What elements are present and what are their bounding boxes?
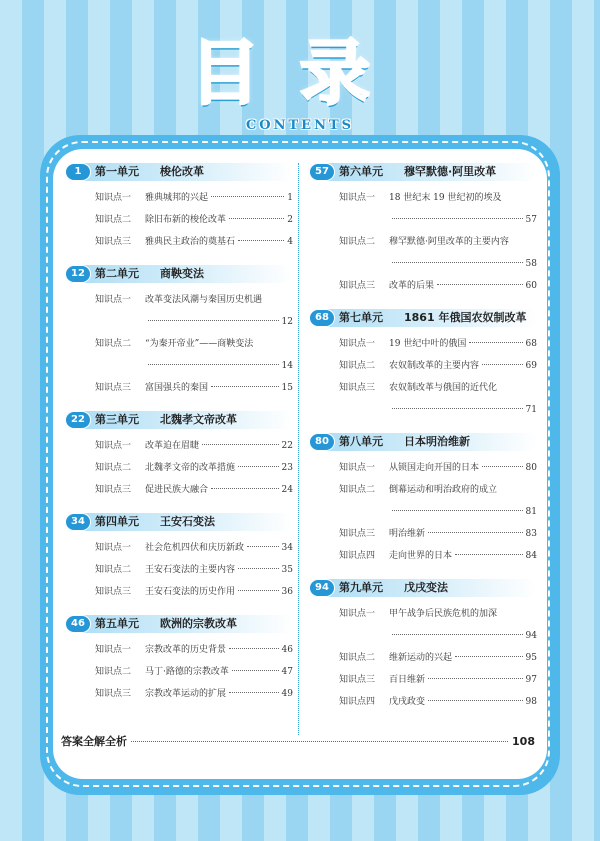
- toc-item[interactable]: [65, 209, 293, 231]
- toc-item-line: [339, 333, 537, 355]
- page-title: 目录: [190, 32, 410, 114]
- toc-item-text: 除旧布新的梭伦改革: [145, 215, 227, 225]
- toc-item-label: 知识点二: [95, 339, 132, 349]
- toc-item-label: 知识点一: [339, 339, 376, 349]
- toc-item-line: [339, 399, 537, 421]
- unit-title: 北魏孝文帝改革: [160, 413, 237, 426]
- toc-item-text: “为秦开帝业”——商鞅变法: [145, 339, 254, 349]
- toc-item-page: 83: [525, 529, 537, 539]
- toc-item-page: 97: [525, 675, 537, 685]
- toc-item[interactable]: [309, 479, 537, 523]
- unit-title: 日本明治维新: [404, 435, 470, 448]
- unit-page-badge: 34: [65, 513, 91, 531]
- unit-number: 第八单元: [339, 435, 383, 448]
- unit-header[interactable]: [309, 433, 537, 451]
- toc-item[interactable]: [65, 537, 293, 559]
- toc-unit: [65, 265, 293, 399]
- unit-title: 1861 年俄国农奴制改革: [404, 311, 527, 324]
- toc-item-label: 知识点三: [339, 529, 376, 539]
- leader-dots: [211, 386, 279, 387]
- toc-item[interactable]: [309, 523, 537, 545]
- toc-item[interactable]: [309, 457, 537, 479]
- toc-column-right: [309, 163, 537, 725]
- leader-dots: [148, 364, 279, 365]
- toc-item[interactable]: [309, 187, 537, 231]
- toc-item-page: 2: [287, 215, 293, 225]
- unit-header[interactable]: [65, 513, 293, 531]
- leader-dots: [229, 218, 284, 219]
- toc-item-line: [95, 377, 293, 399]
- toc-item-line: [339, 479, 537, 501]
- toc-item-line: [339, 603, 537, 625]
- toc-item-text: 农奴制改革与俄国的近代化: [389, 383, 498, 393]
- unit-header[interactable]: [65, 615, 293, 633]
- toc-item-label: 知识点三: [95, 587, 132, 597]
- toc-item-text: 宗教改革运动的扩展: [145, 689, 227, 699]
- toc-item-page: 15: [281, 383, 293, 393]
- toc-item-text: 促进民族大融合: [145, 485, 209, 495]
- toc-item-page: 95: [525, 653, 537, 663]
- toc-item-page: 57: [525, 215, 537, 225]
- toc-item-line: [95, 457, 293, 479]
- toc-item-text: 富国强兵的秦国: [145, 383, 209, 393]
- toc-item[interactable]: [309, 691, 537, 713]
- toc-item-page: 12: [281, 317, 293, 327]
- toc-item-line: [339, 253, 537, 275]
- leader-dots: [428, 678, 523, 679]
- leader-dots: [469, 342, 522, 343]
- toc-item[interactable]: [309, 333, 537, 355]
- toc-item[interactable]: [65, 231, 293, 253]
- toc-item-line: [339, 231, 537, 253]
- unit-title: 戊戌变法: [404, 581, 448, 594]
- toc-item-text: 戊戌政变: [389, 697, 426, 707]
- unit-header[interactable]: [65, 411, 293, 429]
- toc-item-label: 知识点三: [95, 237, 132, 247]
- unit-page-badge: 1: [65, 163, 91, 181]
- toc-item-page: 47: [281, 667, 293, 677]
- toc-item-line: [339, 457, 537, 479]
- toc-column-left: [65, 163, 293, 717]
- unit-page-badge: 46: [65, 615, 91, 633]
- toc-item-page: 69: [525, 361, 537, 371]
- toc-item-page: 49: [281, 689, 293, 699]
- leader-dots: [392, 510, 523, 511]
- toc-unit: [309, 163, 537, 297]
- toc-item[interactable]: [65, 639, 293, 661]
- toc-item-line: [95, 581, 293, 603]
- toc-item-page: 94: [525, 631, 537, 641]
- toc-item-label: 知识点二: [339, 237, 376, 247]
- toc-item-page: 46: [281, 645, 293, 655]
- leader-dots: [148, 320, 279, 321]
- toc-item-line: [95, 209, 293, 231]
- toc-item[interactable]: [309, 377, 537, 421]
- toc-item-line: [95, 435, 293, 457]
- toc-item-page: 14: [281, 361, 293, 371]
- toc-item-label: 知识点三: [339, 281, 376, 291]
- toc-item[interactable]: [65, 377, 293, 399]
- toc-item-label: 知识点二: [339, 485, 376, 495]
- toc-unit: [65, 163, 293, 253]
- leader-dots: [482, 466, 523, 467]
- toc-item-label: 知识点三: [95, 383, 132, 393]
- column-divider: [298, 163, 299, 735]
- toc-item-line: [95, 559, 293, 581]
- toc-item-page: 1: [287, 193, 293, 203]
- toc-item-label: 知识点二: [95, 215, 132, 225]
- toc-item-text: 19 世纪中叶的俄国: [389, 339, 467, 349]
- toc-item-line: [95, 333, 293, 355]
- toc-item[interactable]: [65, 661, 293, 683]
- toc-unit: [309, 309, 537, 421]
- toc-item-page: 24: [281, 485, 293, 495]
- toc-item-text: 雅典城邦的兴起: [145, 193, 209, 203]
- toc-item-page: 34: [281, 543, 293, 553]
- unit-number: 第七单元: [339, 311, 383, 324]
- leader-dots: [392, 634, 523, 635]
- toc-item-text: 走向世界的日本: [389, 551, 453, 561]
- toc-item-page: 23: [281, 463, 293, 473]
- toc-item-label: 知识点一: [95, 193, 132, 203]
- toc-item-label: 知识点二: [95, 463, 132, 473]
- toc-item-text: 宗教改革的历史背景: [145, 645, 227, 655]
- unit-title: 梭伦改革: [160, 165, 204, 178]
- toc-item-line: [339, 669, 537, 691]
- toc-item-label: 知识点二: [95, 565, 132, 575]
- unit-header[interactable]: [309, 163, 537, 181]
- toc-item-line: [339, 209, 537, 231]
- unit-page-badge: 57: [309, 163, 335, 181]
- toc-item-label: 知识点三: [95, 689, 132, 699]
- leader-dots: [232, 670, 279, 671]
- unit-header[interactable]: [65, 265, 293, 283]
- leader-dots: [392, 262, 523, 263]
- toc-item-line: [95, 661, 293, 683]
- toc-item[interactable]: [309, 275, 537, 297]
- toc-item[interactable]: [309, 545, 537, 567]
- toc-item-page: 22: [281, 441, 293, 451]
- toc-item-page: 58: [525, 259, 537, 269]
- toc-item-line: [95, 639, 293, 661]
- toc-item-text: 马丁·路德的宗教改革: [145, 667, 229, 677]
- toc-item-label: 知识点三: [339, 383, 376, 393]
- unit-title: 商鞅变法: [160, 267, 204, 280]
- toc-item-line: [95, 231, 293, 253]
- toc-item-label: 知识点一: [339, 609, 376, 619]
- toc-item[interactable]: [65, 289, 293, 333]
- unit-header[interactable]: [309, 579, 537, 597]
- unit-number: 第九单元: [339, 581, 383, 594]
- toc-item[interactable]: [309, 231, 537, 275]
- toc-item[interactable]: [309, 603, 537, 647]
- leader-dots: [238, 466, 279, 467]
- unit-number: 第四单元: [95, 515, 139, 528]
- unit-title: 穆罕默德·阿里改革: [404, 165, 497, 178]
- toc-item-text: 北魏孝文帝的改革措施: [145, 463, 236, 473]
- toc-item-page: 81: [525, 507, 537, 517]
- toc-item-label: 知识点四: [339, 551, 376, 561]
- toc-item-label: 知识点一: [339, 193, 376, 203]
- toc-item-text: 改革的后果: [389, 281, 435, 291]
- toc-item-line: [95, 311, 293, 333]
- toc-item-page: 68: [525, 339, 537, 349]
- toc-item[interactable]: [65, 559, 293, 581]
- contents-subtitle: CONTENTS: [245, 118, 355, 133]
- toc-item-page: 60: [525, 281, 537, 291]
- toc-unit: [65, 411, 293, 501]
- toc-item-text: 从锁国走向开国的日本: [389, 463, 480, 473]
- toc-item-line: [339, 545, 537, 567]
- leader-dots: [482, 364, 523, 365]
- toc-item-label: 知识点二: [339, 361, 376, 371]
- toc-item[interactable]: [309, 355, 537, 377]
- leader-dots: [211, 196, 284, 197]
- unit-number: 第六单元: [339, 165, 383, 178]
- toc-item-line: [339, 377, 537, 399]
- toc-unit: [309, 579, 537, 713]
- toc-item-text: 穆罕默德·阿里改革的主要内容: [389, 237, 509, 247]
- toc-unit: [309, 433, 537, 567]
- toc-item[interactable]: [309, 669, 537, 691]
- toc-item-text: 18 世纪末 19 世纪初的埃及: [389, 193, 502, 203]
- toc-item-label: 知识点一: [95, 645, 132, 655]
- leader-dots: [238, 568, 279, 569]
- toc-item-label: 知识点一: [339, 463, 376, 473]
- toc-item-label: 知识点一: [95, 295, 132, 305]
- toc-item[interactable]: [65, 333, 293, 377]
- leader-dots: [238, 590, 279, 591]
- toc-item-page: 98: [525, 697, 537, 707]
- toc-item-page: 84: [525, 551, 537, 561]
- leader-dots: [202, 444, 279, 445]
- toc-item-text: 改革迫在眉睫: [145, 441, 200, 451]
- toc-item-text: 百日维新: [389, 675, 426, 685]
- answer-key-label: 答案全解全析: [61, 735, 127, 748]
- leader-dots: [211, 488, 279, 489]
- toc-item-label: 知识点二: [339, 653, 376, 663]
- toc-panel: [53, 149, 547, 779]
- toc-item-text: 农奴制改革的主要内容: [389, 361, 480, 371]
- toc-item-line: [339, 647, 537, 669]
- unit-number: 第五单元: [95, 617, 139, 630]
- toc-item-text: 雅典民主政治的奠基石: [145, 237, 236, 247]
- unit-header[interactable]: [65, 163, 293, 181]
- toc-item-text: 王安石变法的主要内容: [145, 565, 236, 575]
- unit-number: 第一单元: [95, 165, 139, 178]
- toc-item-text: 改革变法风潮与秦国历史机遇: [145, 295, 263, 305]
- toc-unit: [65, 513, 293, 603]
- toc-item-label: 知识点一: [95, 543, 132, 553]
- unit-page-badge: 12: [65, 265, 91, 283]
- toc-item-line: [339, 355, 537, 377]
- toc-item[interactable]: [65, 479, 293, 501]
- toc-item-line: [95, 289, 293, 311]
- toc-item-line: [95, 187, 293, 209]
- answer-key-entry[interactable]: [61, 733, 535, 753]
- leader-dots: [392, 408, 523, 409]
- toc-item-line: [95, 355, 293, 377]
- unit-header[interactable]: [309, 309, 537, 327]
- toc-item-text: 倒幕运动和明治政府的成立: [389, 485, 498, 495]
- toc-item-text: 王安石变法的历史作用: [145, 587, 236, 597]
- toc-item-text: 维新运动的兴起: [389, 653, 453, 663]
- toc-item[interactable]: [65, 683, 293, 705]
- answer-key-page: 108: [512, 735, 535, 748]
- toc-item-page: 35: [281, 565, 293, 575]
- toc-unit: [65, 615, 293, 705]
- unit-page-badge: 94: [309, 579, 335, 597]
- toc-item[interactable]: [309, 647, 537, 669]
- toc-item-label: 知识点三: [339, 675, 376, 685]
- toc-item-line: [339, 187, 537, 209]
- leader-dots: [428, 532, 523, 533]
- toc-item-line: [95, 683, 293, 705]
- toc-item[interactable]: [65, 457, 293, 479]
- toc-item-page: 36: [281, 587, 293, 597]
- toc-item[interactable]: [65, 435, 293, 457]
- leader-dots: [229, 692, 279, 693]
- unit-title: 欧洲的宗教改革: [160, 617, 237, 630]
- toc-item-line: [95, 479, 293, 501]
- toc-item-label: 知识点一: [95, 441, 132, 451]
- toc-item-label: 知识点三: [95, 485, 132, 495]
- leader-dots: [238, 240, 284, 241]
- toc-item-line: [95, 537, 293, 559]
- leader-dots: [437, 284, 523, 285]
- toc-item-page: 71: [525, 405, 537, 415]
- toc-item-text: 社会危机四伏和庆历新政: [145, 543, 245, 553]
- unit-page-badge: 80: [309, 433, 335, 451]
- toc-item-text: 甲午战争后民族危机的加深: [389, 609, 498, 619]
- leader-dots: [428, 700, 523, 701]
- toc-item-text: 明治维新: [389, 529, 426, 539]
- leader-dots: [455, 554, 523, 555]
- leader-dots: [392, 218, 523, 219]
- toc-item-label: 知识点四: [339, 697, 376, 707]
- leader-dots: [247, 546, 279, 547]
- unit-number: 第二单元: [95, 267, 139, 280]
- unit-page-badge: 22: [65, 411, 91, 429]
- toc-item-line: [339, 501, 537, 523]
- toc-item[interactable]: [65, 187, 293, 209]
- unit-page-badge: 68: [309, 309, 335, 327]
- toc-item-line: [339, 523, 537, 545]
- toc-item-line: [339, 275, 537, 297]
- toc-item-label: 知识点二: [95, 667, 132, 677]
- toc-item-line: [339, 691, 537, 713]
- toc-item[interactable]: [65, 581, 293, 603]
- leader-dots: [229, 648, 279, 649]
- leader-dots: [455, 656, 523, 657]
- leader-dots: [131, 741, 508, 742]
- toc-item-line: [339, 625, 537, 647]
- unit-number: 第三单元: [95, 413, 139, 426]
- unit-title: 王安石变法: [160, 515, 215, 528]
- toc-item-page: 80: [525, 463, 537, 473]
- toc-item-page: 4: [287, 237, 293, 247]
